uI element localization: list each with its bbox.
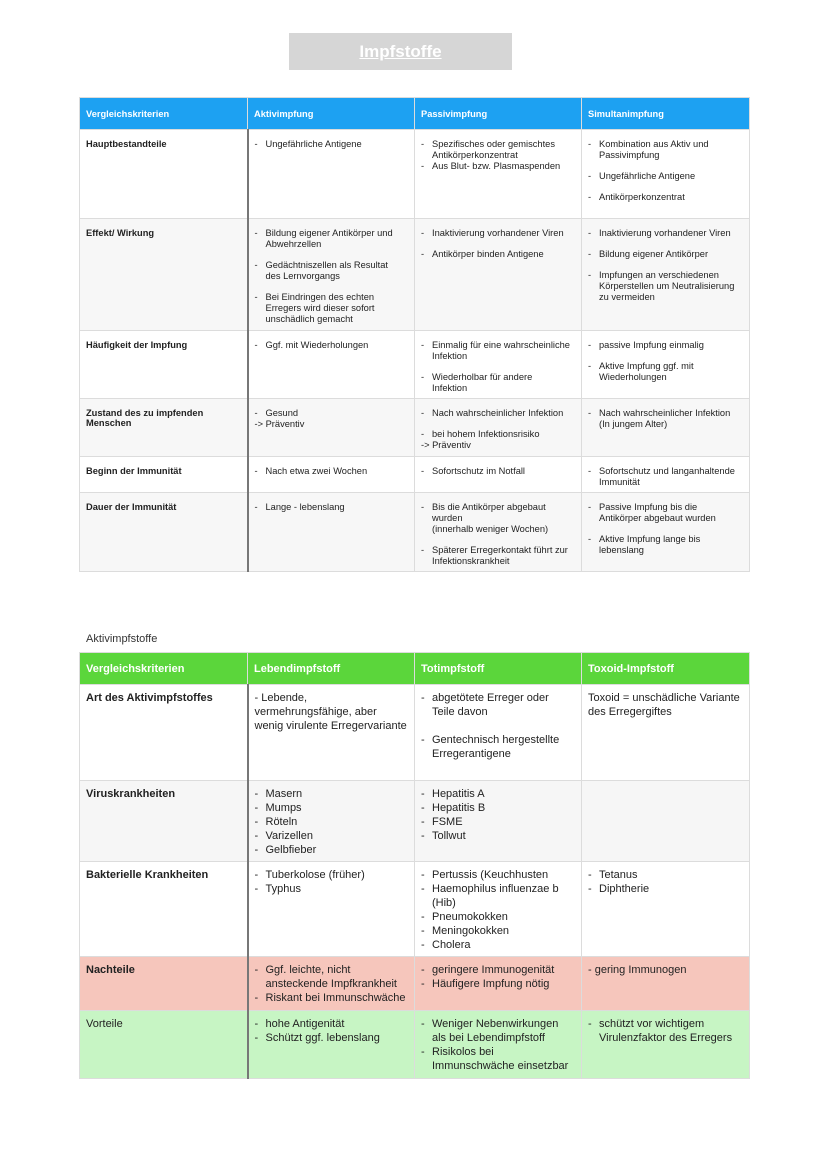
bullet-icon: - — [421, 692, 425, 704]
list-item — [421, 882, 575, 910]
list-item — [421, 372, 575, 394]
list-item — [588, 1017, 743, 1045]
bullet-icon: - — [421, 964, 425, 976]
item-text: Risikolos bei Immunschwäche einsetzbar — [432, 1046, 569, 1072]
list-item — [255, 228, 409, 250]
column-header: Vergleichskriterien — [80, 653, 248, 685]
bullet-icon: - — [254, 816, 259, 828]
table-row — [80, 493, 750, 572]
table-cell — [582, 130, 750, 219]
bullet-icon: - — [588, 1018, 592, 1030]
bullet-icon: - — [421, 466, 425, 476]
item-text: FSME — [432, 816, 463, 828]
list-item — [421, 249, 575, 260]
item-text: Späterer Erregerkontakt führt zur Infektionskrankheit — [432, 545, 568, 566]
table-cell — [582, 1011, 750, 1079]
bullet-icon: - — [254, 139, 258, 149]
list-item — [255, 292, 409, 325]
item-text: -> Präventiv — [254, 419, 305, 429]
item-text: Spezifisches oder gemischtes Antikörperkonzentrat — [432, 139, 555, 160]
item-text: Weniger Nebenwirkungen als bei Lebendimpfstoff — [432, 1018, 559, 1044]
table-cell — [248, 685, 415, 781]
column-header: Totimpfstoff — [415, 653, 582, 685]
item-text: Varizellen — [265, 830, 313, 842]
item-text: Wiederholbar für andere Infektion — [432, 372, 533, 393]
list-item — [421, 1045, 575, 1073]
bullet-icon: - — [421, 545, 425, 555]
column-header: Vergleichskriterien — [80, 98, 248, 130]
item-text: Hepatitis B — [432, 802, 486, 814]
table-cell — [582, 862, 750, 957]
item-text: geringere Immunogenität — [432, 964, 555, 976]
list-item — [588, 249, 743, 260]
list-item — [421, 139, 575, 161]
list-item — [588, 361, 743, 383]
bullet-icon: - — [421, 161, 425, 171]
criterion-cell: Beginn der Immunität — [80, 457, 248, 493]
table-row — [80, 781, 750, 862]
item-text: Ggf. leichte, nicht ansteckende Impfkrankheit — [265, 964, 397, 990]
bullet-icon: - — [254, 466, 258, 476]
item-text: Aus Blut- bzw. Plasmaspenden — [432, 161, 561, 171]
table-cell — [415, 331, 582, 399]
table-cell — [582, 957, 750, 1011]
table-cell — [415, 130, 582, 219]
bullet-icon: - — [421, 788, 425, 800]
item-text: Ggf. mit Wiederholungen — [265, 340, 369, 350]
bullet-icon: - — [421, 1046, 425, 1058]
item-text: Einmalig für eine wahrscheinliche Infektion — [432, 340, 570, 361]
impfung-comparison-table — [79, 97, 750, 572]
table-cell — [248, 399, 415, 457]
item-text: hohe Antigenität — [265, 1018, 345, 1030]
criterion-cell: Viruskrankheiten — [80, 781, 248, 862]
bullet-icon: - — [421, 249, 425, 259]
column-header: Lebendimpfstoff — [248, 653, 415, 685]
item-text: Nach wahrscheinlicher Infektion (In jungem Alter) — [599, 408, 731, 429]
aktivimpfstoffe-table — [79, 652, 750, 1079]
table-cell — [248, 957, 415, 1011]
item-text: Schützt ggf. lebenslang — [265, 1032, 380, 1044]
list-item — [421, 733, 575, 761]
bullet-icon: - — [254, 869, 259, 881]
bullet-icon: - — [588, 869, 592, 881]
criterion-cell: Hauptbestandteile — [80, 130, 248, 219]
item-text: Haemophilus influenzae b (Hib) — [432, 883, 559, 909]
item-text: Diphtherie — [599, 883, 650, 895]
item-text: bei hohem Infektionsrisiko — [432, 429, 540, 439]
list-item — [255, 260, 409, 282]
list-item — [588, 270, 743, 303]
list-item — [255, 340, 409, 351]
table-cell — [248, 1011, 415, 1079]
header-row — [80, 98, 750, 130]
column-header: Toxoid-Impfstoff — [582, 653, 750, 685]
bullet-icon: - — [588, 361, 592, 371]
criterion-cell: Bakterielle Krankheiten — [80, 862, 248, 957]
item-text: Gelbfieber — [265, 844, 317, 856]
bullet-icon: - — [254, 964, 259, 976]
list-item — [421, 408, 575, 419]
bullet-icon: - — [421, 978, 425, 990]
list-item — [255, 1031, 409, 1045]
item-text: Antikörper binden Antigene — [432, 249, 544, 259]
list-item — [588, 466, 743, 488]
bullet-icon: - — [421, 830, 425, 842]
aktivimpfstoffe-caption: Aktivimpfstoffe — [86, 633, 158, 645]
table-cell — [415, 781, 582, 862]
table-cell — [415, 219, 582, 331]
table-cell — [582, 331, 750, 399]
criterion-cell: Effekt/ Wirkung — [80, 219, 248, 331]
item-text: Sofortschutz und langanhaltende Immunität — [599, 466, 735, 487]
column-header: Passivimpfung — [415, 98, 582, 130]
bullet-icon: - — [588, 502, 592, 512]
list-item — [588, 502, 743, 524]
list-item — [588, 408, 743, 430]
item-text: passive Impfung einmalig — [599, 340, 704, 350]
table-row — [80, 862, 750, 957]
item-text: Kombination aus Aktiv und Passivimpfung — [599, 139, 709, 160]
bullet-icon: - — [421, 883, 425, 895]
bullet-icon: - — [421, 734, 425, 746]
page-title: Impfstoffe — [289, 33, 512, 70]
list-item — [421, 340, 575, 362]
item-text: Impfungen an verschiedenen Körperstellen um Neutralisierung zu vermeiden — [599, 270, 735, 302]
table-cell — [248, 781, 415, 862]
item-text: Meningokokken — [432, 925, 510, 937]
bullet-icon: - — [588, 249, 592, 259]
list-item — [421, 161, 575, 172]
table-cell — [248, 862, 415, 957]
list-item — [588, 139, 743, 161]
list-item — [421, 429, 575, 440]
bullet-icon: - — [254, 802, 259, 814]
table-cell — [582, 493, 750, 572]
column-header: Aktivimpfung — [248, 98, 415, 130]
list-item — [255, 1017, 409, 1031]
item-text: Tuberkolose (früher) — [265, 869, 365, 881]
list-item — [255, 408, 409, 419]
list-item — [421, 466, 575, 477]
item-text: Mumps — [265, 802, 302, 814]
criterion-cell: Dauer der Immunität — [80, 493, 248, 572]
bullet-icon: - — [421, 372, 425, 382]
table-cell — [248, 219, 415, 331]
item-text: Toxoid = unschädliche Variante des Erregergiftes — [588, 692, 740, 718]
table-cell — [248, 493, 415, 572]
item-text: Nach etwa zwei Wochen — [265, 466, 368, 476]
list-item — [421, 924, 575, 938]
table-row — [80, 219, 750, 331]
list-item — [255, 502, 409, 513]
list-item — [421, 502, 575, 535]
item-text: Aktive Impfung lange bis lebenslang — [599, 534, 701, 555]
column-header: Simultanimpfung — [582, 98, 750, 130]
bullet-icon: - — [588, 270, 592, 280]
item-text: Masern — [265, 788, 303, 800]
bullet-icon: - — [421, 911, 425, 923]
list-item — [255, 419, 409, 430]
table-cell — [248, 130, 415, 219]
bullet-icon: - — [421, 502, 425, 512]
bullet-icon: - — [588, 171, 592, 181]
item-text: Tollwut — [432, 830, 466, 842]
list-item — [588, 171, 743, 182]
item-text: - gering Immunogen — [588, 964, 687, 976]
criterion-cell: Art des Aktivimpfstoffes — [80, 685, 248, 781]
bullet-icon: - — [254, 830, 259, 842]
table-cell — [248, 457, 415, 493]
list-item — [421, 1017, 575, 1045]
item-text: Cholera — [432, 939, 471, 951]
list-item — [588, 882, 743, 896]
item-text: Ungefährliche Antigene — [599, 171, 696, 181]
item-text: Inaktivierung vorhandener Viren — [432, 228, 564, 238]
item-text: Häufigere Impfung nötig — [432, 978, 550, 990]
item-text: Typhus — [265, 883, 301, 895]
item-text: Hepatitis A — [432, 788, 485, 800]
list-item — [588, 228, 743, 239]
bullet-icon: - — [254, 408, 258, 418]
list-item — [421, 910, 575, 924]
item-text: Bei Eindringen des echten Erregers wird dieser sofort unschädlich gemacht — [265, 292, 375, 324]
item-text: Antikörperkonzentrat — [599, 192, 685, 202]
bullet-icon: - — [588, 534, 592, 544]
table-cell — [582, 457, 750, 493]
item-text: Aktive Impfung ggf. mit Wiederholungen — [599, 361, 694, 382]
bullet-icon: - — [588, 192, 592, 202]
item-text: Gesund — [265, 408, 299, 418]
bullet-icon: - — [254, 228, 258, 238]
bullet-icon: - — [588, 466, 592, 476]
list-item — [421, 801, 575, 815]
table-row — [80, 457, 750, 493]
table-row — [80, 331, 750, 399]
item-text: Passive Impfung bis die Antikörper abgebaut wurden — [599, 502, 716, 523]
bullet-icon: - — [421, 1018, 425, 1030]
list-item — [255, 815, 409, 829]
criterion-cell: Nachteile — [80, 957, 248, 1011]
bullet-icon: - — [254, 1032, 259, 1044]
item-text: Ungefährliche Antigene — [265, 139, 362, 149]
list-item — [421, 868, 575, 882]
item-text: Tetanus — [599, 869, 638, 881]
bullet-icon: - — [254, 340, 258, 350]
item-text: Bis die Antikörper abgebaut wurden (innerhalb weniger Wochen) — [432, 502, 549, 534]
item-text: Gedächtniszellen als Resultat des Lernvorgangs — [265, 260, 388, 281]
list-item — [421, 228, 575, 239]
list-item — [255, 829, 409, 843]
bullet-icon: - — [421, 939, 425, 951]
bullet-icon: - — [421, 429, 425, 439]
item-text: Pneumokokken — [432, 911, 508, 923]
table-cell — [415, 957, 582, 1011]
list-item — [421, 545, 575, 567]
table-cell — [582, 781, 750, 862]
list-item — [255, 991, 409, 1005]
bullet-icon: - — [421, 228, 425, 238]
item-text: Sofortschutz im Notfall — [432, 466, 526, 476]
list-item — [588, 192, 743, 203]
bullet-icon: - — [588, 139, 592, 149]
list-item — [255, 139, 409, 150]
table-cell — [248, 331, 415, 399]
bullet-icon: - — [254, 883, 259, 895]
list-item — [255, 882, 409, 896]
list-item — [588, 534, 743, 556]
bullet-icon: - — [421, 816, 425, 828]
item-text: Nach wahrscheinlicher Infektion — [432, 408, 564, 418]
bullet-icon: - — [421, 802, 425, 814]
item-text: Pertussis (Keuchhusten — [432, 869, 549, 881]
bullet-icon: - — [421, 869, 425, 881]
item-text: abgetötete Erreger oder Teile davon — [432, 692, 549, 718]
list-item — [255, 868, 409, 882]
bullet-icon: - — [588, 228, 592, 238]
bullet-icon: - — [421, 408, 425, 418]
list-item — [255, 691, 409, 733]
bullet-icon: - — [588, 408, 592, 418]
list-item — [421, 963, 575, 977]
list-item — [421, 977, 575, 991]
bullet-icon: - — [254, 788, 259, 800]
table-cell — [582, 685, 750, 781]
list-item — [421, 829, 575, 843]
bullet-icon: - — [254, 292, 258, 302]
table-cell — [415, 457, 582, 493]
table-cell — [415, 399, 582, 457]
bullet-icon: - — [588, 883, 592, 895]
table-row — [80, 685, 750, 781]
table-cell — [415, 685, 582, 781]
item-text: Bildung eigener Antikörper — [599, 249, 709, 259]
bullet-icon: - — [254, 992, 259, 1004]
bullet-icon: - — [421, 139, 425, 149]
item-text: Bildung eigener Antikörper und Abwehrzellen — [265, 228, 393, 249]
list-item — [421, 815, 575, 829]
list-item — [588, 340, 743, 351]
table-cell — [415, 493, 582, 572]
list-item — [255, 801, 409, 815]
list-item — [421, 691, 575, 719]
list-item — [255, 843, 409, 857]
list-item — [421, 440, 575, 451]
item-text: schützt vor wichtigem Virulenzfaktor des Erregers — [599, 1018, 733, 1044]
criterion-cell: Vorteile — [80, 1011, 248, 1079]
item-text: -> Präventiv — [421, 440, 471, 450]
list-item — [588, 691, 743, 719]
item-text: Inaktivierung vorhandener Viren — [599, 228, 731, 238]
bullet-icon: - — [421, 925, 425, 937]
table-row — [80, 130, 750, 219]
item-text: - Lebende, vermehrungsfähige, aber wenig virulente Erregervariante — [254, 692, 407, 732]
table-cell — [582, 399, 750, 457]
table-row — [80, 957, 750, 1011]
list-item — [255, 963, 409, 991]
bullet-icon: - — [254, 844, 259, 856]
criterion-cell: Zustand des zu impfenden Menschen — [80, 399, 248, 457]
list-item — [588, 963, 743, 977]
table-row — [80, 1011, 750, 1079]
bullet-icon: - — [254, 260, 258, 270]
item-text: Riskant bei Immunschwäche — [265, 992, 406, 1004]
header-row — [80, 653, 750, 685]
list-item — [588, 868, 743, 882]
table-cell — [415, 1011, 582, 1079]
list-item — [255, 787, 409, 801]
bullet-icon: - — [421, 340, 425, 350]
bullet-icon: - — [588, 340, 592, 350]
table-cell — [415, 862, 582, 957]
list-item — [421, 938, 575, 952]
item-text: Gentechnisch hergestellte Erregerantigene — [432, 734, 560, 760]
list-item — [421, 787, 575, 801]
item-text: Röteln — [265, 816, 298, 828]
table-row — [80, 399, 750, 457]
item-text: Lange - lebenslang — [265, 502, 345, 512]
table-cell — [582, 219, 750, 331]
bullet-icon: - — [254, 502, 258, 512]
bullet-icon: - — [254, 1018, 259, 1030]
criterion-cell: Häufigkeit der Impfung — [80, 331, 248, 399]
list-item — [255, 466, 409, 477]
